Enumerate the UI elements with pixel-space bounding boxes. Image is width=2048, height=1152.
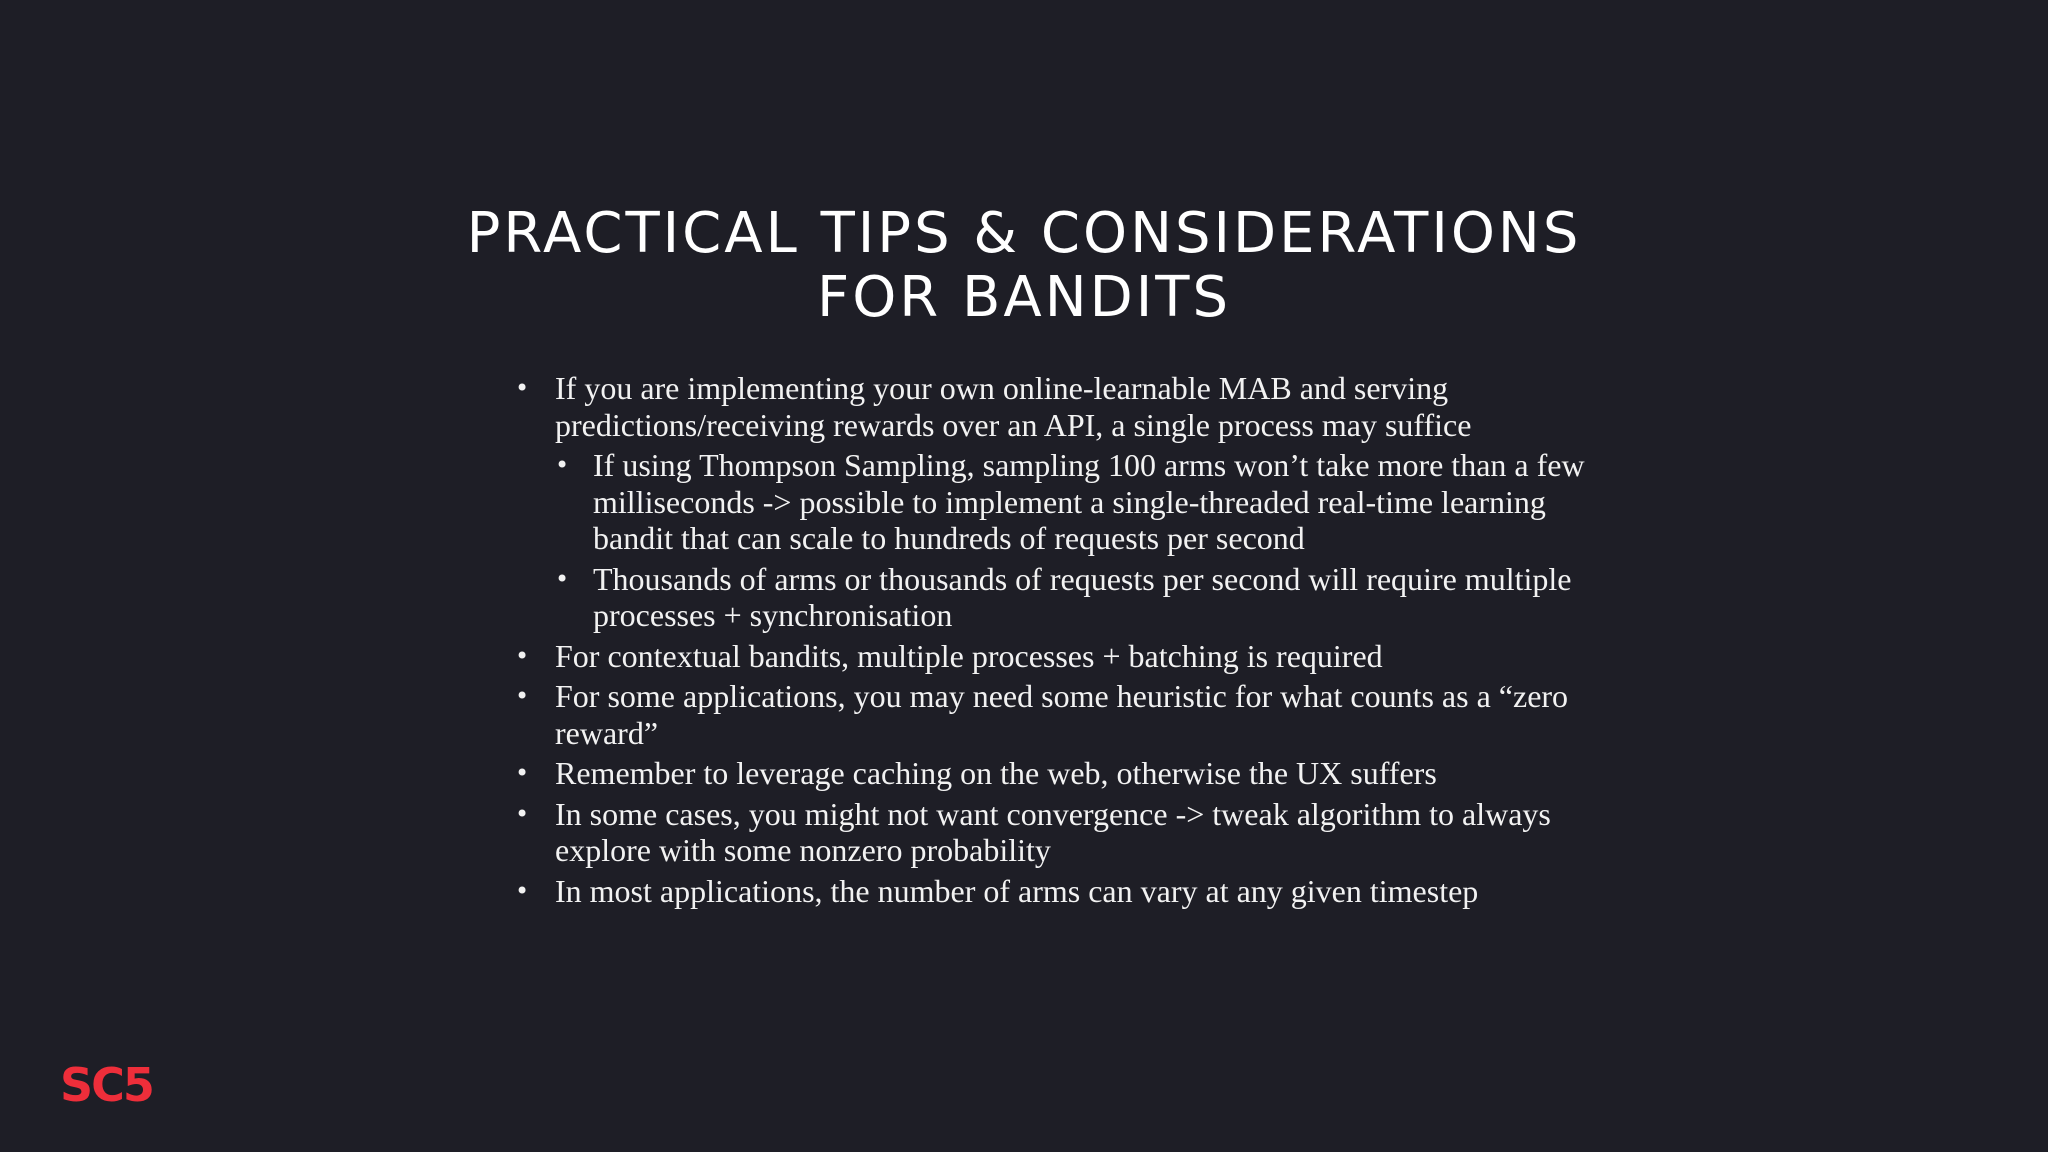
sub-bullet-item-2 [555, 561, 1585, 634]
sub-bullet-item-1 [555, 447, 1585, 557]
sub-bullet-text: If using Thompson Sampling, sampling 100 arms won’t take more than a few milliseconds -> possible to implement a single-threaded real-time learning bandit that can scale to hundreds of requests per second [593, 447, 1585, 556]
bullet-icon: • [515, 799, 530, 828]
bullet-text: For contextual bandits, multiple processes + batching is required [555, 637, 1383, 674]
bullet-text: Remember to leverage caching on the web, otherwise the UX suffers [555, 755, 1437, 791]
sc5-logo: SC5 [60, 1058, 153, 1112]
bullet-item-3 [515, 678, 1585, 751]
bullet-list-container [515, 370, 1585, 913]
slide-title-line-2: FOR BANDITS [816, 265, 1231, 330]
bullet-text: In some cases, you might not want convergence -> tweak algorithm to always explore with some nonzero probability [555, 795, 1551, 868]
bullet-item-6 [515, 873, 1585, 910]
bullet-text: For some applications, you may need some heuristic for what counts as a “zero reward” [555, 678, 1569, 751]
bullet-text: In most applications, the number of arms can vary at any given timestep [555, 872, 1479, 909]
bullet-icon: • [515, 759, 530, 787]
bullet-icon: • [515, 374, 530, 402]
bullet-item-5 [515, 796, 1585, 869]
bullet-text: If you are implementing your own online-learnable MAB and serving predictions/receiving rewards over an API, a single process may suffice [555, 370, 1472, 443]
slide-title [0, 202, 2048, 330]
bullet-item-2 [515, 638, 1585, 675]
bullet-item-4 [515, 755, 1585, 792]
bullet-icon: • [515, 876, 530, 905]
bullet-icon: • [555, 564, 570, 593]
bullet-list [515, 370, 1585, 909]
slide-title-line-1: PRACTICAL TIPS & CONSIDERATIONS [466, 201, 1582, 266]
sub-bullet-text: Thousands of arms or thousands of requests per second will require multiple processes + synchronisation [593, 560, 1572, 633]
sub-bullet-list [555, 447, 1585, 634]
bullet-item-1 [515, 370, 1585, 634]
bullet-icon: • [515, 641, 530, 670]
bullet-icon: • [555, 451, 570, 479]
bullet-icon: • [515, 682, 530, 710]
